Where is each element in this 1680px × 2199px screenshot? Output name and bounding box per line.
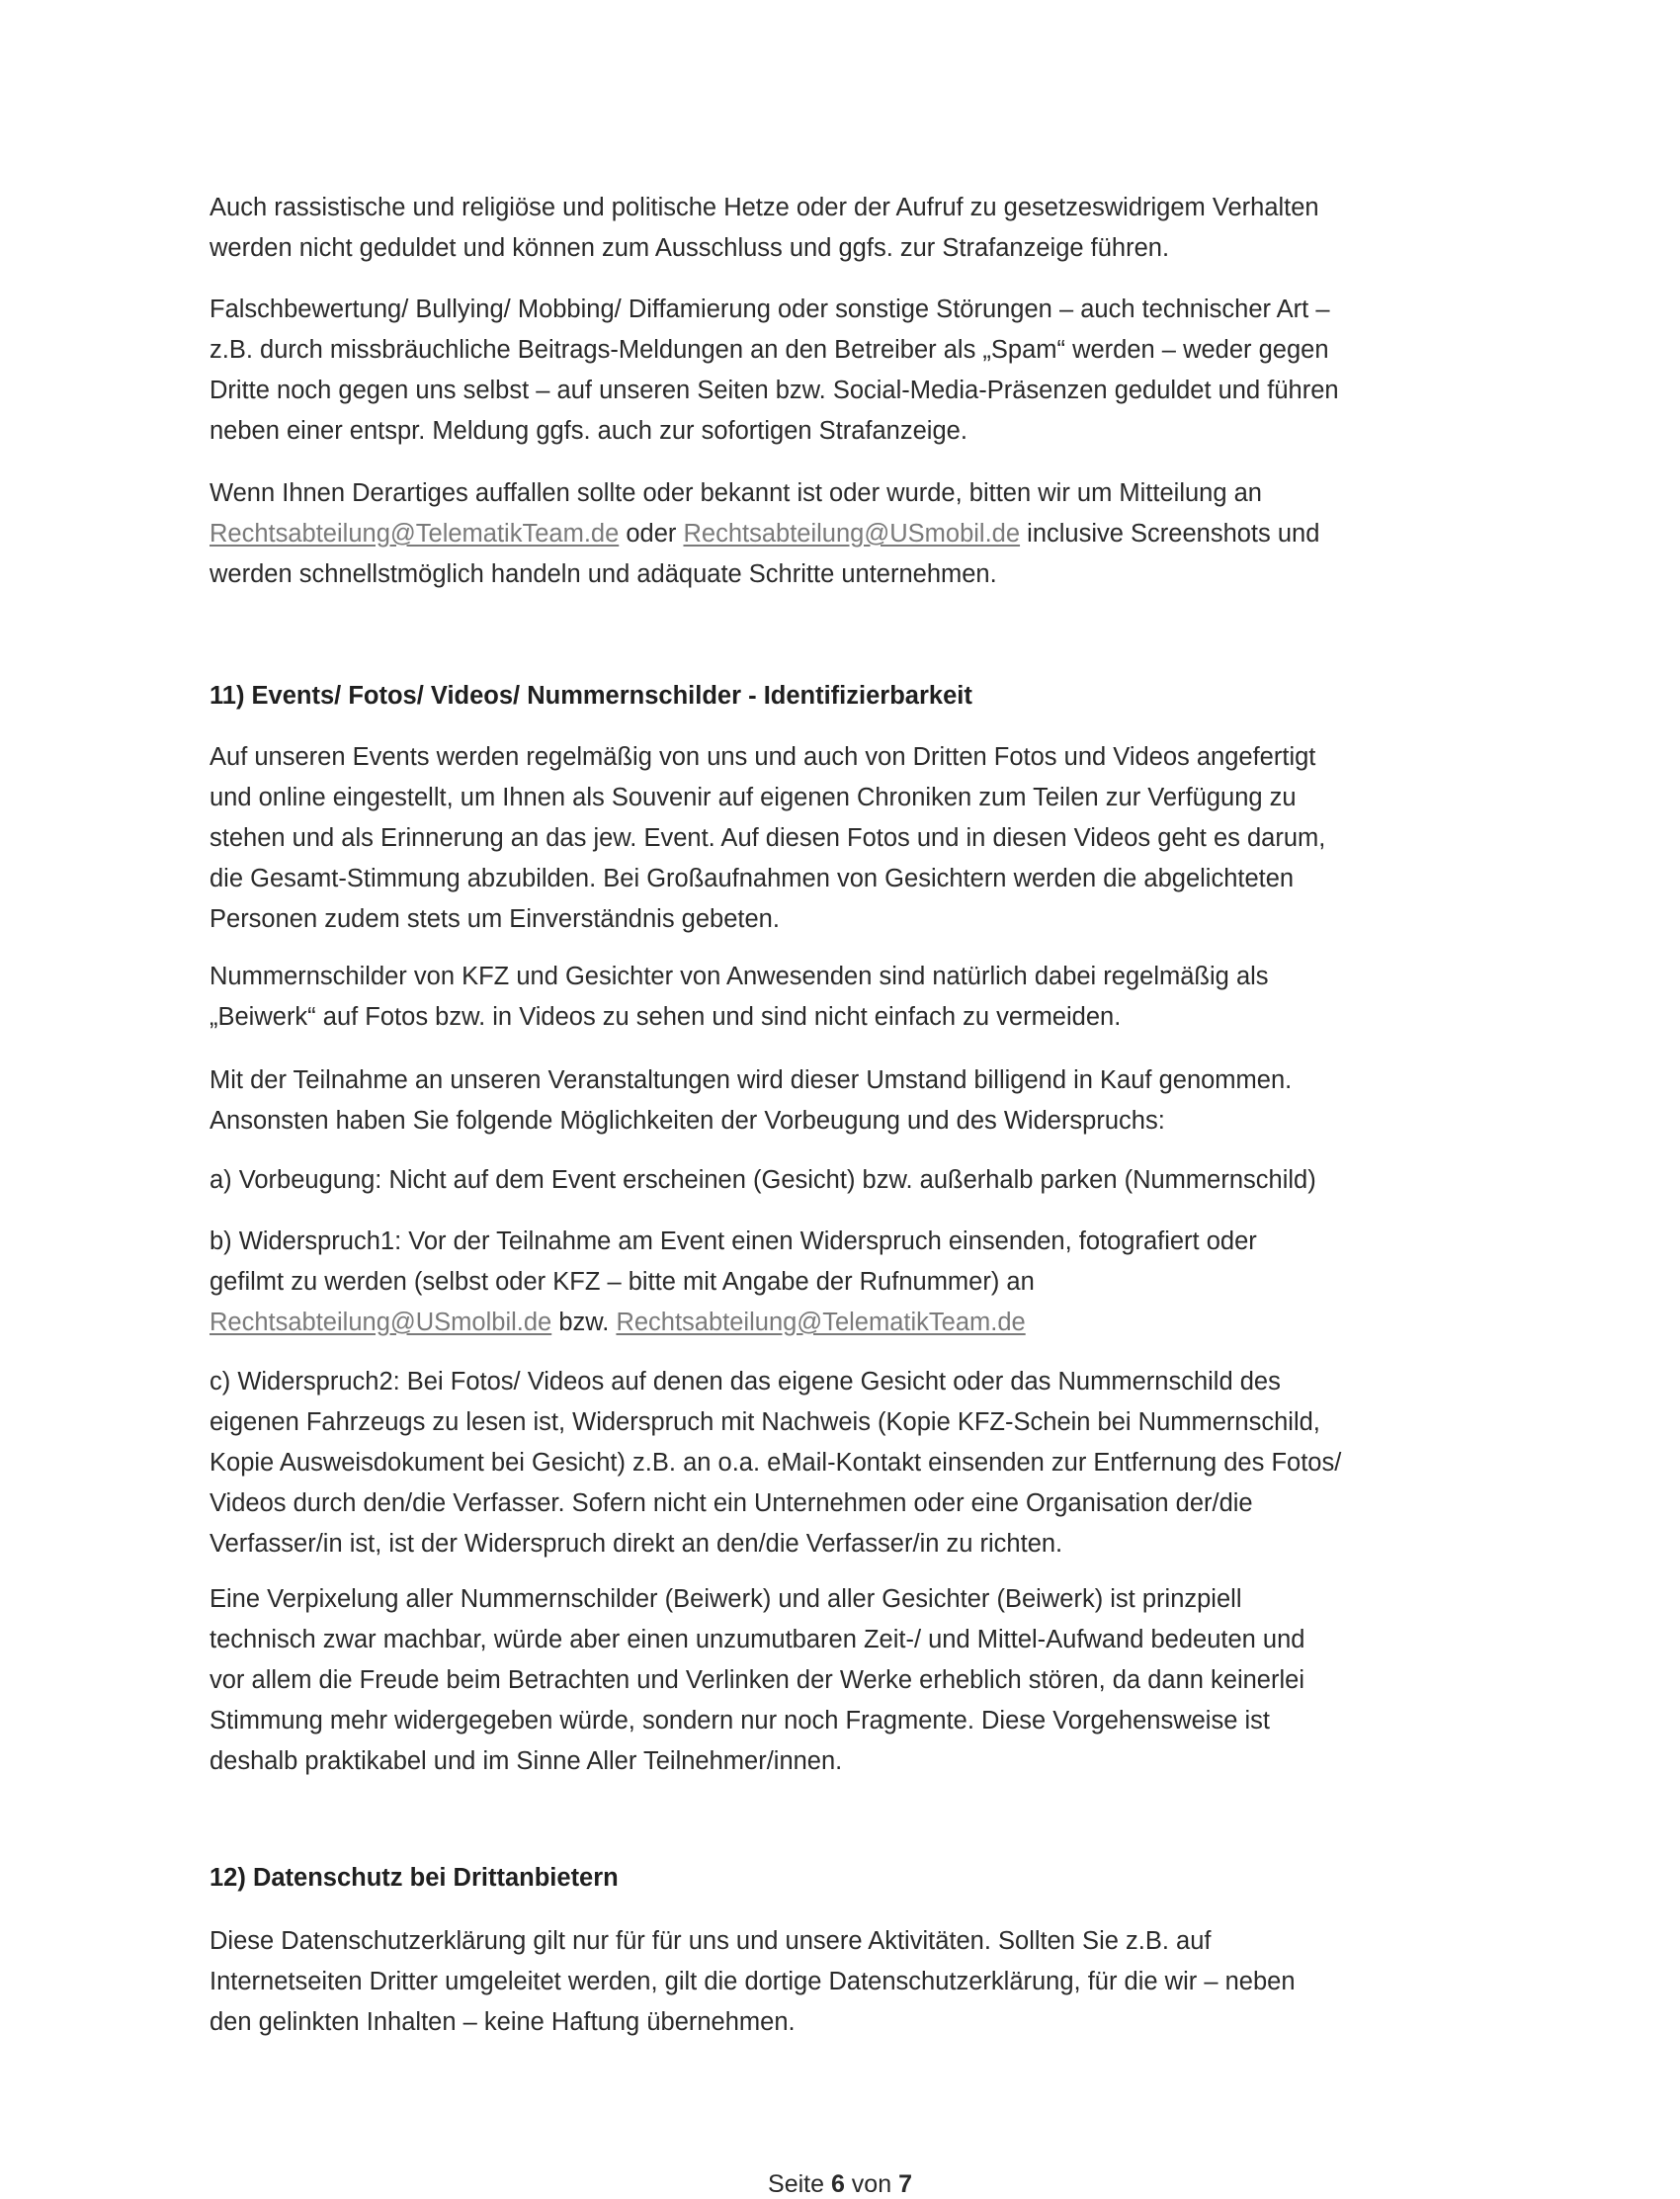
text-line: Dritte noch gegen uns selbst – auf unseren Seiten bzw. Social-Media-Präsenzen geduldet und führen (210, 377, 1339, 404)
text-line: Personen zudem stets um Einverständnis gebeten. (210, 905, 780, 933)
text-fragment: inclusive Screenshots und (1020, 520, 1320, 548)
text-line: und online eingestellt, um Ihnen als Souvenir auf eigenen Chroniken zum Teilen zur Verfügung zu (210, 784, 1297, 811)
text-line: neben einer entspr. Meldung ggfs. auch zur sofortigen Strafanzeige. (210, 417, 967, 445)
text-line: Kopie Ausweisdokument bei Gesicht) z.B. an o.a. eMail-Kontakt einsenden zur Entfernung des Fotos/ (210, 1449, 1342, 1477)
text-line: Auf unseren Events werden regelmäßig von uns und auch von Dritten Fotos und Videos angefertigt (210, 743, 1316, 771)
item-a-vorbeugung (210, 1160, 1484, 1201)
text-line: Eine Verpixelung aller Nummernschilder (Beiwerk) und aller Gesichter (Beiwerk) ist prinzpiell (210, 1585, 1242, 1613)
email-link-usmobil[interactable]: Rechtsabteilung@USmobil.de (683, 520, 1021, 548)
paragraph-verpixelung (210, 1579, 1484, 1782)
paragraph-teilnahme (210, 1060, 1484, 1142)
connector-text: oder (619, 520, 684, 548)
text-line: Nummernschilder von KFZ und Gesichter von Anwesenden sind natürlich dabei regelmäßig als (210, 963, 1269, 990)
paragraph-nummernschilder (210, 957, 1484, 1038)
text-line: eigenen Fahrzeugs zu lesen ist, Widerspruch mit Nachweis (Kopie KFZ-Schein bei Nummernschild, (210, 1408, 1320, 1436)
text-line: Mit der Teilnahme an unseren Veranstaltungen wird dieser Umstand billigend in Kauf genommen. (210, 1066, 1293, 1094)
item-b-widerspruch1 (210, 1222, 1484, 1343)
email-link-telematikteam[interactable]: Rechtsabteilung@TelematikTeam.de (210, 520, 620, 548)
text-line: Wenn Ihnen Derartiges auffallen sollte oder bekannt ist oder wurde, bitten wir um Mitteilung an (210, 479, 1262, 507)
paragraph-drittanbieter (210, 1921, 1484, 2043)
text-line: Verfasser/in ist, ist der Widerspruch direkt an den/die Verfasser/in zu richten. (210, 1530, 1063, 1558)
current-page-number: 6 (830, 2170, 845, 2198)
section-heading-11: 11) Events/ Fotos/ Videos/ Nummernschilder - Identifizierbarkeit (210, 682, 972, 710)
text-line: Ansonsten haben Sie folgende Möglichkeiten der Vorbeugung und des Widerspruchs: (210, 1107, 1165, 1135)
text-line (210, 514, 1484, 554)
text-line: Videos durch den/die Verfasser. Sofern nicht ein Unternehmen oder eine Organisation der/die (210, 1489, 1253, 1517)
text-line: Internetseiten Dritter umgeleitet werden, gilt die dortige Datenschutzerklärung, für die wir – neben (210, 1968, 1296, 1995)
text-line: stehen und als Erinnerung an das jew. Event. Auf diesen Fotos und in diesen Videos geht es darum, (210, 824, 1326, 852)
paragraph-hetze (210, 188, 1484, 269)
footer-middle: von (844, 2170, 899, 2198)
page-number-footer (0, 2170, 1680, 2199)
connector-text: bzw. (551, 1309, 617, 1336)
text-line: deshalb praktikabel und im Sinne Aller Teilnehmer/innen. (210, 1747, 843, 1775)
text-line: den gelinkten Inhalten – keine Haftung übernehmen. (210, 2008, 796, 2036)
text-line: Stimmung mehr widergegeben würde, sondern nur noch Fragmente. Diese Vorgehensweise ist (210, 1707, 1270, 1734)
section-heading-12: 12) Datenschutz bei Drittanbietern (210, 1864, 619, 1892)
footer-prefix: Seite (768, 2170, 831, 2198)
text-line: werden nicht geduldet und können zum Ausschluss und ggfs. zur Strafanzeige führen. (210, 234, 1170, 262)
text-line: vor allem die Freude beim Betrachten und Verlinken der Werke erheblich stören, da dann keinerlei (210, 1666, 1304, 1694)
item-c-widerspruch2 (210, 1362, 1484, 1565)
text-line: Auch rassistische und religiöse und politische Hetze oder der Aufruf zu gesetzeswidrigem Verhalten (210, 194, 1319, 221)
text-line: technisch zwar machbar, würde aber einen unzumutbaren Zeit-/ und Mittel-Aufwand bedeuten und (210, 1626, 1305, 1653)
text-line: werden schnellstmöglich handeln und adäquate Schritte unternehmen. (210, 560, 997, 588)
paragraph-stoerungen (210, 290, 1484, 452)
text-line: z.B. durch missbräuchliche Beitrags-Meldungen an den Betreiber als „Spam“ werden – weder gegen (210, 336, 1329, 364)
text-line: Falschbewertung/ Bullying/ Mobbing/ Diffamierung oder sonstige Störungen – auch technischer Art – (210, 296, 1330, 323)
text-line: c) Widerspruch2: Bei Fotos/ Videos auf denen das eigene Gesicht oder das Nummernschild des (210, 1368, 1281, 1396)
text-line: gefilmt zu werden (selbst oder KFZ – bitte mit Angabe der Rufnummer) an (210, 1268, 1035, 1296)
email-link-telematikteam[interactable]: Rechtsabteilung@TelematikTeam.de (616, 1309, 1026, 1336)
text-line: a) Vorbeugung: Nicht auf dem Event erscheinen (Gesicht) bzw. außerhalb parken (Nummernschild) (210, 1166, 1316, 1194)
paragraph-mitteilung (210, 473, 1484, 595)
email-link-usmolbil[interactable]: Rechtsabteilung@USmolbil.de (210, 1309, 552, 1336)
text-line: „Beiwerk“ auf Fotos bzw. in Videos zu sehen und sind nicht einfach zu vermeiden. (210, 1003, 1122, 1031)
text-line (210, 1303, 1484, 1343)
text-line: b) Widerspruch1: Vor der Teilnahme am Event einen Widerspruch einsenden, fotografiert oder (210, 1227, 1257, 1255)
total-page-number: 7 (898, 2170, 912, 2198)
text-line: Diese Datenschutzerklärung gilt nur für für uns und unsere Aktivitäten. Sollten Sie z.B. auf (210, 1927, 1212, 1955)
paragraph-events (210, 737, 1484, 940)
text-line: die Gesamt-Stimmung abzubilden. Bei Großaufnahmen von Gesichtern werden die abgelichteten (210, 865, 1295, 892)
